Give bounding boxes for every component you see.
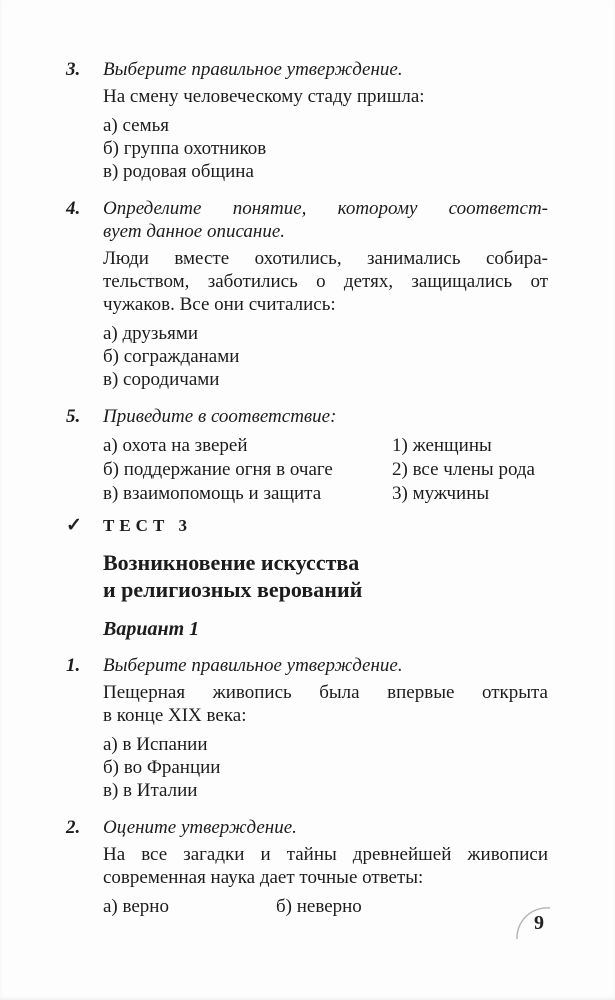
answer-option: б) неверно bbox=[276, 896, 362, 917]
question-prompt: Приведите в соответствие: bbox=[103, 406, 337, 427]
body-line: Пещерная живопись была впервые открыта bbox=[103, 682, 548, 703]
page-number: 9 bbox=[534, 912, 544, 934]
answer-option: в) в Италии bbox=[103, 780, 198, 801]
question-prompt: Выберите правильное утверждение. bbox=[103, 59, 403, 80]
question-prompt: Оцените утверждение. bbox=[103, 817, 297, 838]
question-body bbox=[103, 247, 548, 316]
answer-option: а) верно bbox=[103, 896, 169, 917]
body-line: в конце XIX века: bbox=[103, 705, 247, 726]
prompt-line: вует данное описание. bbox=[103, 221, 286, 242]
checkmark-icon: ✓ bbox=[66, 515, 82, 536]
question-1 bbox=[66, 654, 548, 802]
question-body bbox=[103, 85, 548, 108]
question-prompt bbox=[103, 197, 548, 243]
test-header bbox=[66, 514, 548, 641]
test-label: ТЕСТ 3 bbox=[103, 516, 193, 535]
question-number: 5. bbox=[66, 406, 81, 427]
answer-option: б) во Франции bbox=[103, 757, 221, 778]
question-number: 4. bbox=[66, 198, 81, 219]
test-title-line: и религиозных верований bbox=[103, 577, 363, 602]
question-5 bbox=[66, 405, 548, 506]
test-title-line: Возникновение искусства bbox=[103, 550, 360, 575]
test-title bbox=[103, 549, 548, 603]
answer-option: а) в Испании bbox=[103, 734, 208, 755]
question-body bbox=[103, 843, 548, 889]
question-prompt: Выберите правильное утверждение. bbox=[103, 655, 403, 676]
answer-option: а) друзьями bbox=[103, 323, 199, 344]
match-row bbox=[103, 434, 548, 458]
match-left-item: а) охота на зверей bbox=[103, 435, 248, 456]
answer-option: а) семья bbox=[103, 115, 170, 136]
body-line: чужаков. Все они считались: bbox=[103, 294, 336, 315]
answer-options bbox=[103, 733, 548, 802]
match-row bbox=[103, 482, 548, 506]
answer-options bbox=[103, 895, 548, 918]
answer-option: в) родовая община bbox=[103, 161, 254, 182]
question-2 bbox=[66, 816, 548, 918]
page-number-block bbox=[514, 905, 566, 951]
match-left-item: б) поддержание огня в очаге bbox=[103, 459, 333, 480]
answer-option: б) группа охотников bbox=[103, 138, 267, 159]
body-line: На смену человеческому стаду пришла: bbox=[103, 86, 425, 107]
variant-label: Вариант 1 bbox=[103, 618, 200, 640]
body-line: На все загадки и тайны древнейшей живописи bbox=[103, 844, 548, 865]
question-3 bbox=[66, 58, 548, 183]
match-row bbox=[103, 458, 548, 482]
match-left-item: в) взаимопомощь и защита bbox=[103, 483, 322, 504]
prompt-line: Определите понятие, которому соответст- bbox=[103, 198, 548, 219]
body-line: современная наука дает точные ответы: bbox=[103, 867, 424, 888]
answer-options bbox=[103, 322, 548, 391]
answer-option: б) согражданами bbox=[103, 346, 240, 367]
answer-options bbox=[103, 114, 548, 183]
match-right-item: 2) все члены рода bbox=[392, 459, 535, 480]
question-body bbox=[103, 681, 548, 727]
matching-table bbox=[103, 434, 548, 506]
answer-option: в) сородичами bbox=[103, 369, 220, 390]
question-number: 3. bbox=[66, 59, 81, 80]
question-4 bbox=[66, 197, 548, 391]
body-line: тельством, заботились о детях, защищались от bbox=[103, 271, 548, 292]
match-right-item: 1) женщины bbox=[392, 435, 492, 456]
question-number: 2. bbox=[66, 817, 81, 838]
body-line: Люди вместе охотились, занимались собира- bbox=[103, 248, 548, 269]
match-right-item: 3) мужчины bbox=[392, 483, 490, 504]
question-number: 1. bbox=[66, 655, 81, 676]
